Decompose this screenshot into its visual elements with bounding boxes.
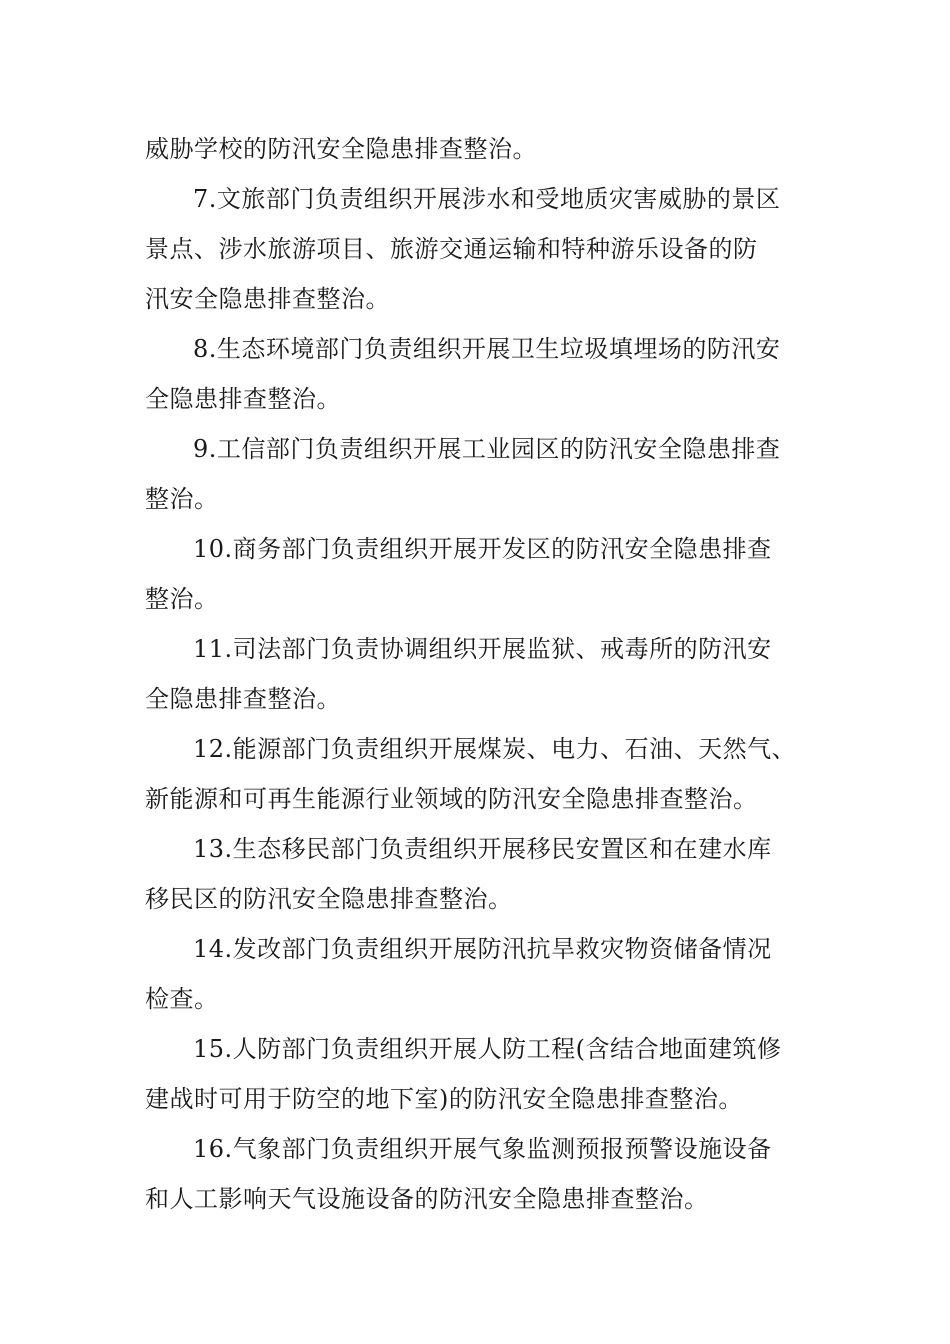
paragraph-item-14 — [145, 924, 835, 1024]
paragraph-item-16 — [145, 1124, 835, 1224]
text-line: 9.工信部门负责组织开展工业园区的防汛安全隐患排查 — [193, 435, 781, 463]
text-line: 和人工影响天气设施设备的防汛安全隐患排查整治。 — [145, 1185, 709, 1213]
text-line: 14.发改部门负责组织开展防汛抗旱救灾物资储备情况 — [193, 935, 772, 963]
text-line: 建战时可用于防空的地下室)的防汛安全隐患排查整治。 — [145, 1085, 743, 1113]
document-body — [145, 124, 835, 1224]
text-line: 7.文旅部门负责组织开展涉水和受地质灾害威胁的景区 — [193, 185, 781, 213]
paragraph-item-8 — [145, 324, 835, 424]
text-line: 整治。 — [145, 485, 219, 513]
text-line: 10.商务部门负责组织开展开发区的防汛安全隐患排查 — [193, 535, 772, 563]
text-line: 景点、涉水旅游项目、旅游交通运输和特种游乐设备的防 — [145, 235, 758, 263]
paragraph-item-13 — [145, 824, 835, 924]
text-line: 整治。 — [145, 585, 219, 613]
text-line: 威胁学校的防汛安全隐患排查整治。 — [145, 135, 537, 163]
text-line: 汛安全隐患排查整治。 — [145, 285, 390, 313]
paragraph-continuation — [145, 124, 835, 174]
text-line: 移民区的防汛安全隐患排查整治。 — [145, 885, 513, 913]
text-line: 15.人防部门负责组织开展人防工程(含结合地面建筑修 — [193, 1035, 782, 1063]
paragraph-item-9 — [145, 424, 835, 524]
text-line: 新能源和可再生能源行业领域的防汛安全隐患排查整治。 — [145, 785, 758, 813]
paragraph-item-11 — [145, 624, 835, 724]
text-line: 12.能源部门负责组织开展煤炭、电力、石油、天然气、 — [193, 735, 797, 763]
paragraph-item-7 — [145, 174, 835, 324]
text-line: 检查。 — [145, 985, 219, 1013]
text-line: 全隐患排查整治。 — [145, 685, 341, 713]
paragraph-item-15 — [145, 1024, 835, 1124]
paragraph-item-10 — [145, 524, 835, 624]
text-line: 11.司法部门负责协调组织开展监狱、戒毒所的防汛安 — [193, 635, 772, 663]
text-line: 全隐患排查整治。 — [145, 385, 341, 413]
text-line: 16.气象部门负责组织开展气象监测预报预警设施设备 — [193, 1135, 772, 1163]
paragraph-item-12 — [145, 724, 835, 824]
text-line: 13.生态移民部门负责组织开展移民安置区和在建水库 — [193, 835, 772, 863]
text-line: 8.生态环境部门负责组织开展卫生垃圾填埋场的防汛安 — [193, 335, 781, 363]
